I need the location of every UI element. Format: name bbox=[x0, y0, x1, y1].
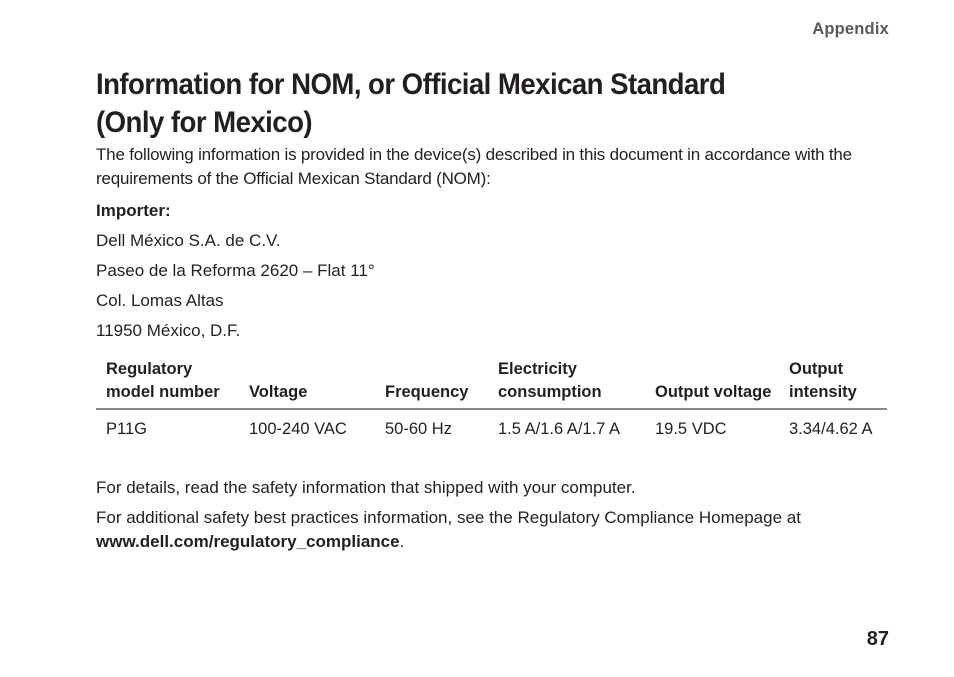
table-cell: 50-60 Hz bbox=[385, 420, 452, 438]
column-header: Output voltage bbox=[645, 358, 779, 409]
column-header: Output intensity bbox=[779, 358, 887, 409]
importer-address-line: Dell México S.A. de C.V. bbox=[96, 231, 281, 250]
column-header: Frequency bbox=[375, 358, 488, 409]
page-title bbox=[96, 66, 795, 142]
section-header: Appendix bbox=[812, 20, 889, 38]
importer-address-line: Col. Lomas Altas bbox=[96, 291, 224, 310]
column-header: Regulatory model number bbox=[96, 358, 239, 409]
regulatory-compliance-link[interactable]: www.dell.com/regulatory_compliance bbox=[96, 532, 400, 551]
details-paragraph: For details, read the safety information that shipped with your computer. bbox=[96, 478, 636, 497]
body-content bbox=[96, 143, 896, 343]
page-title-line-1: Information for NOM, or Official Mexican Standard bbox=[96, 68, 726, 101]
intro-paragraph: The following information is provided in the device(s) described in this document in accordance with the requirements of the Official Mexican Standard (NOM): bbox=[96, 145, 852, 188]
practices-paragraph bbox=[96, 506, 896, 554]
table-cell: 19.5 VDC bbox=[655, 420, 727, 438]
url-suffix: . bbox=[399, 532, 405, 551]
specs-table bbox=[96, 358, 887, 440]
page-number: 87 bbox=[866, 628, 889, 650]
table-cell: 1.5 A/1.6 A/1.7 A bbox=[498, 420, 621, 438]
table-cell: 100-240 VAC bbox=[249, 420, 347, 438]
table-cell: P11G bbox=[106, 420, 147, 438]
table-row bbox=[96, 409, 887, 440]
page-title-line-2: (Only for Mexico) bbox=[96, 106, 313, 139]
column-header: Electricity consumption bbox=[488, 358, 645, 409]
importer-label: Importer: bbox=[96, 201, 171, 220]
table-cell: 3.34/4.62 A bbox=[789, 420, 873, 438]
practices-text: For additional safety best practices information, see the Regulatory Compliance Homepage at bbox=[96, 508, 801, 527]
footer-notes bbox=[96, 476, 896, 554]
importer-address-line: 11950 México, D.F. bbox=[96, 321, 241, 340]
importer-address-line: Paseo de la Reforma 2620 – Flat 11° bbox=[96, 261, 375, 280]
column-header: Voltage bbox=[239, 358, 375, 409]
table-header-row bbox=[96, 358, 887, 409]
